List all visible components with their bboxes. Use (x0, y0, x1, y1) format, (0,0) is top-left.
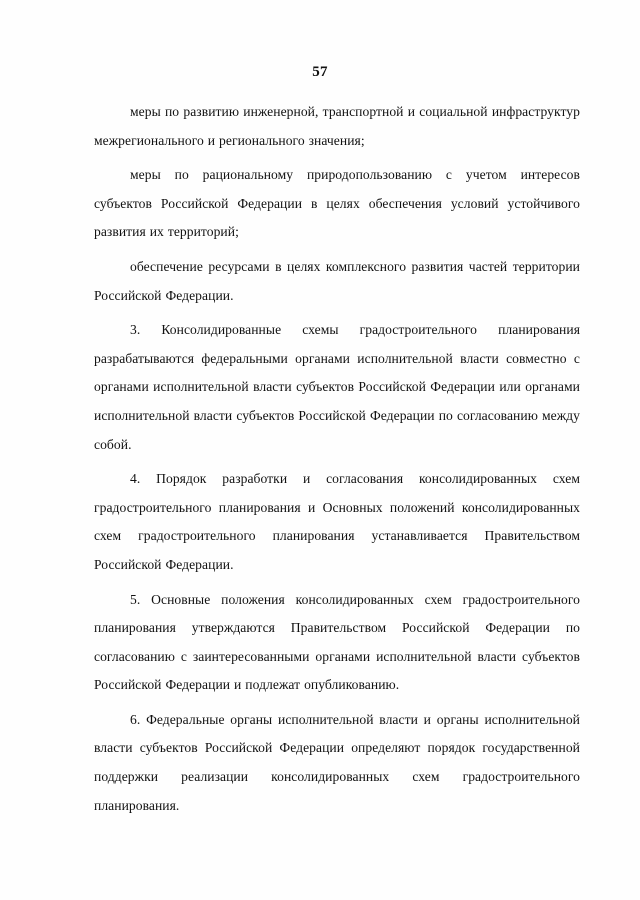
document-body (94, 98, 580, 826)
paragraph-clause-4: 4. Порядок разработки и согласования консолидированных схем градостроительного планирования и Основных положений консолидированных схем градостроительного планирования устанавливается Правительством Российской Федерации. (94, 471, 580, 572)
paragraph-infrastructure-measures: меры по развитию инженерной, транспортной и социальной инфраструктур межрегионального и регионального значения; (94, 104, 580, 148)
paragraph-clause-5: 5. Основные положения консолидированных схем градостроительного планирования утверждаются Правительством Российской Федерации по согласованию с заинтересованными органами исполнительной власти субъектов Российской Федерации и подлежат опубликованию. (94, 591, 580, 693)
paragraph-nature-management-measures: меры по рациональному природопользованию с учетом интересов субъектов Российской Федерации в целях обеспечения условий устойчивого развития их территорий; (94, 167, 580, 240)
paragraph-clause-3: 3. Консолидированные схемы градостроительного планирования разрабатываются федеральными органами исполнительной власти совместно с органами исполнительной власти субъектов Российской Федерации или органами исполнительной власти субъектов Российской Федерации по согласованию между собой. (94, 322, 580, 452)
page-number: 57 (312, 64, 328, 80)
paragraph-resource-provision: обеспечение ресурсами в целях комплексного развития частей территории Российской Федерации. (94, 258, 580, 303)
paragraph-clause-6: 6. Федеральные органы исполнительной власти и органы исполнительной власти субъектов Российской Федерации определяют порядок государственной поддержки реализации консолидированных схем градостроительного планирования. (94, 711, 580, 813)
